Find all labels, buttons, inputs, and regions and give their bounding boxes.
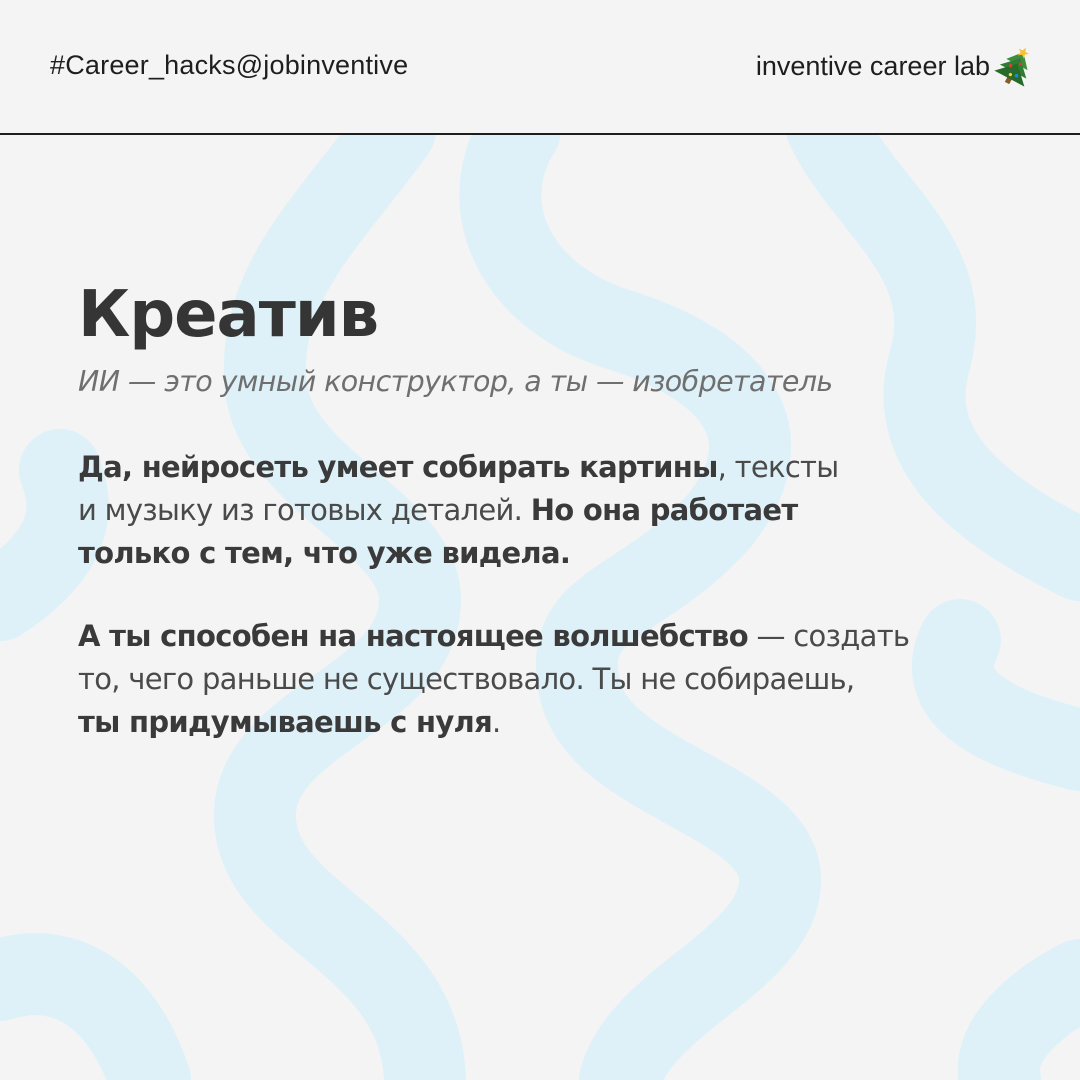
paragraph-2: [78, 615, 1038, 744]
brand: [756, 44, 1036, 88]
brand-name: inventive career lab: [755, 50, 990, 81]
paragraph-1-bold-2: Но она работает: [530, 493, 798, 527]
hashtag-label: #Career_hacks@jobinventive: [50, 50, 409, 80]
paragraph-2-text-2: то, чего раньше не существовало. Ты не собираешь,: [78, 662, 855, 696]
paragraph-1-bold-3: только с тем, что уже видела.: [78, 536, 571, 570]
paragraph-1-text-1: , тексты: [717, 450, 839, 484]
paragraph-2-bold-2: ты придумываешь с нуля: [78, 705, 493, 739]
paragraph-2-bold-1: А ты способен на настоящее волшебство: [78, 619, 748, 653]
slide-content: [78, 270, 1038, 744]
slide-subtitle: ИИ — это умный конструктор, а ты — изобретатель: [78, 365, 833, 398]
paragraph-2-text-3: .: [492, 705, 501, 739]
paragraph-1-text-2: и музыку из готовых деталей.: [78, 493, 531, 527]
paragraph-1: [78, 446, 1038, 575]
slide-title: Креатив: [78, 278, 379, 352]
header-bar: [0, 0, 1080, 135]
paragraph-2-text-1: — создать: [747, 619, 910, 653]
christmas-tree-icon: [994, 44, 1036, 88]
paragraph-1-bold-1: Да, нейросеть умеет собирать картины: [78, 450, 718, 484]
